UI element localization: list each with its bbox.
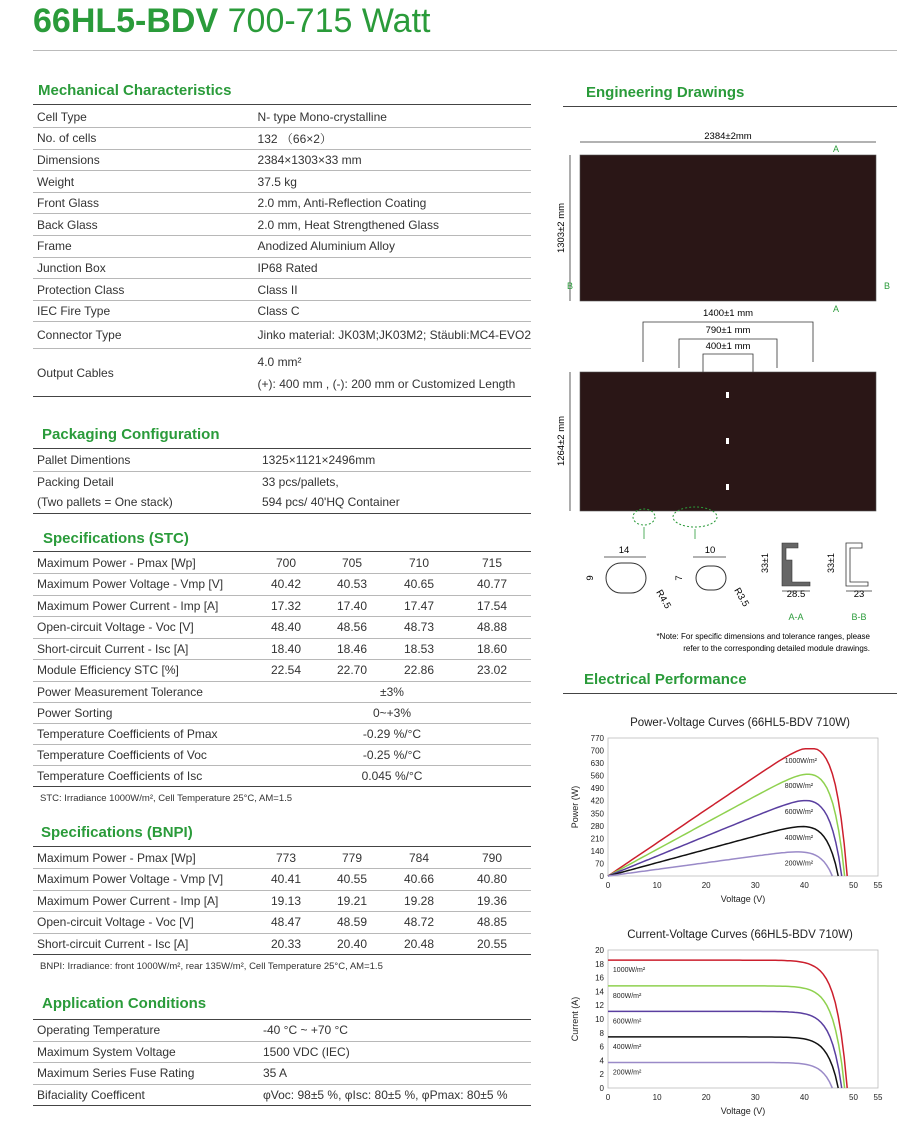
stc-note: STC: Irradiance 1000W/m², Cell Temperature 25°C, AM=1.5	[40, 793, 293, 804]
row-value: -40 °C ~ +70 °C	[259, 1020, 531, 1041]
x-tick-label: 55	[873, 1093, 883, 1102]
row-value: 17.32	[253, 595, 319, 617]
row-value: 40.42	[253, 574, 319, 596]
x-tick-label: 10	[652, 1093, 662, 1102]
row-label: Open-circuit Voltage - Voc [V]	[33, 617, 253, 639]
table-row	[33, 660, 531, 682]
frame-aa-profile	[782, 543, 810, 586]
row-value: 700	[253, 552, 319, 574]
row-label: Back Glass	[33, 214, 254, 236]
table-row	[33, 890, 531, 912]
row-value: 779	[319, 847, 385, 869]
x-tick-label: 20	[701, 881, 711, 890]
row-value: 48.73	[385, 617, 453, 639]
x-tick-label: 30	[750, 1093, 760, 1102]
frame-aa-label: A-A	[788, 612, 804, 622]
y-tick-label: 14	[595, 987, 604, 997]
y-tick-label: 4	[599, 1056, 604, 1066]
frame-bb-height: 33±1	[826, 553, 836, 573]
row-value: IP68 Rated	[254, 257, 531, 279]
table-row	[33, 300, 531, 322]
plot-frame	[608, 950, 878, 1088]
section-rule	[563, 693, 897, 694]
x-tick-label: 55	[873, 881, 883, 890]
row-value: Class II	[254, 279, 531, 301]
table-row	[33, 449, 531, 471]
row-value: 18.53	[385, 638, 453, 660]
x-tick-label: 10	[652, 881, 662, 890]
row-label: Temperature Coefficients of Isc	[33, 766, 253, 787]
hole1-height: 9	[585, 575, 596, 581]
row-value: 0~+3%	[253, 702, 531, 723]
row-value: N- type Mono-crystalline	[254, 106, 531, 128]
section-b-marker-right: B	[884, 281, 891, 291]
plot-frame	[608, 738, 878, 876]
row-label: Maximum Power Voltage - Vmp [V]	[33, 574, 253, 596]
y-tick-label: 16	[595, 973, 604, 983]
detail-circle	[633, 509, 655, 525]
x-tick-label: 20	[701, 1093, 711, 1102]
table-row	[33, 1041, 531, 1062]
row-label: Maximum Power Voltage - Vmp [V]	[33, 869, 253, 891]
section-title-application: Application Conditions	[42, 995, 207, 1012]
row-value: -0.29 %/°C	[253, 723, 531, 744]
table-row	[33, 279, 531, 301]
chart-title: Current-Voltage Curves (66HL5-BDV 710W)	[627, 929, 853, 941]
row-value: 22.86	[385, 660, 453, 682]
table-row	[33, 723, 531, 744]
table-row	[33, 257, 531, 279]
row-label: Pallet Dimentions	[33, 449, 258, 471]
bnpi-table	[33, 847, 531, 955]
row-value: 705	[319, 552, 385, 574]
series-label: 1000W/m²	[612, 967, 646, 975]
dim-1264-text: 1264±2 mm	[556, 415, 567, 467]
output-cable-length: (+): 400 mm , (-): 200 mm or Customized Length	[257, 376, 516, 391]
section-title-electrical: Electrical Performance	[584, 671, 747, 688]
row-value: 48.88	[453, 617, 531, 639]
width-dimension-text: 2384±2mm	[704, 131, 752, 142]
table-row	[33, 322, 531, 349]
height-dimension-text: 1303±2 mm	[556, 202, 567, 254]
power-voltage-chart	[560, 710, 900, 910]
row-value: ±3%	[253, 681, 531, 702]
table-row	[33, 702, 531, 723]
y-tick-label: 420	[590, 796, 604, 806]
frame-aa-height: 33±1	[760, 553, 770, 573]
series-label: 600W/m²	[784, 809, 814, 817]
table-row	[33, 192, 531, 214]
dim-1400-text: 1400±1 mm	[702, 308, 754, 319]
mounting-hole-14x9	[606, 563, 646, 593]
y-tick-label: 560	[590, 771, 604, 781]
y-tick-label: 0	[599, 872, 604, 881]
output-cable-size: 4.0 mm²	[257, 354, 302, 369]
frame-aa-width: 28.5	[786, 589, 806, 600]
packing-pallet-count: 33 pcs/pallets,	[262, 475, 339, 489]
table-row	[33, 638, 531, 660]
packing-detail-sublabel: (Two pallets = One stack)	[37, 495, 173, 509]
x-tick-label: 40	[799, 881, 809, 890]
row-value: φVoc: 98±5 %, φIsc: 80±5 %, φPmax: 80±5 %	[259, 1084, 531, 1105]
table-row	[33, 552, 531, 574]
section-rule	[563, 106, 897, 107]
series-label: 200W/m²	[612, 1069, 642, 1077]
row-label: Protection Class	[33, 279, 254, 301]
table-row	[33, 766, 531, 787]
row-value: Jinko material: JK03M;JK03M2; Stäubli:MC4-EVO2	[254, 322, 531, 349]
x-axis-label: Voltage (V)	[720, 1106, 766, 1116]
dim-400-line	[703, 354, 753, 372]
row-label: Front Glass	[33, 192, 254, 214]
y-tick-label: 12	[595, 1001, 604, 1011]
row-value	[258, 471, 531, 513]
row-label: Maximum Power Current - Imp [A]	[33, 595, 253, 617]
table-row	[33, 745, 531, 766]
row-value: 19.13	[253, 890, 319, 912]
power-range: 700-715 Watt	[227, 2, 431, 40]
row-value: 710	[385, 552, 453, 574]
row-value: 48.72	[385, 912, 453, 934]
row-label: Dimensions	[33, 149, 254, 171]
row-value: 2.0 mm, Anti-Reflection Coating	[254, 192, 531, 214]
dim-400-text: 400±1 mm	[705, 341, 751, 352]
engineering-drawings	[548, 120, 908, 660]
row-label: Maximum Power - Pmax [Wp]	[33, 847, 253, 869]
row-value: 22.54	[253, 660, 319, 682]
y-axis-label: Current (A)	[570, 996, 580, 1042]
row-label: Open-circuit Voltage - Voc [V]	[33, 912, 253, 934]
row-label: Bifaciality Coefficent	[33, 1084, 259, 1105]
x-tick-label: 40	[799, 1093, 809, 1102]
row-value: 0.045 %/°C	[253, 766, 531, 787]
y-tick-label: 350	[590, 809, 604, 819]
series-label: 1000W/m²	[784, 757, 818, 765]
hole1-width: 14	[618, 545, 630, 556]
row-value: 20.40	[319, 933, 385, 955]
row-label: No. of cells	[33, 128, 254, 150]
row-label: Power Measurement Tolerance	[33, 681, 253, 702]
row-value: -0.25 %/°C	[253, 745, 531, 766]
page-title	[33, 2, 430, 41]
table-row	[33, 847, 531, 869]
row-label: Power Sorting	[33, 702, 253, 723]
frame-bb-label: B-B	[851, 612, 867, 622]
row-value: 40.66	[385, 869, 453, 891]
y-tick-label: 770	[590, 734, 604, 743]
row-value: 20.48	[385, 933, 453, 955]
section-title-mechanical: Mechanical Characteristics	[38, 82, 232, 99]
row-value	[254, 349, 531, 397]
junction-box-marker	[726, 438, 729, 444]
table-row	[33, 128, 531, 150]
y-tick-label: 70	[595, 859, 604, 869]
dim-790-text: 790±1 mm	[705, 325, 751, 336]
model-name: 66HL5-BDV	[33, 2, 219, 40]
series-label: 600W/m²	[612, 1018, 642, 1026]
section-title-bnpi: Specifications (BNPI)	[41, 824, 193, 841]
table-row	[33, 574, 531, 596]
table-row	[33, 471, 531, 513]
row-value: 19.36	[453, 890, 531, 912]
section-b-marker: B	[567, 281, 574, 291]
section-title-stc: Specifications (STC)	[43, 530, 189, 547]
row-label	[33, 471, 258, 513]
row-value: 40.65	[385, 574, 453, 596]
row-value: 48.85	[453, 912, 531, 934]
drawing-note-line1: *Note: For specific dimensions and tolerance ranges, please	[656, 632, 870, 641]
table-row	[33, 933, 531, 955]
y-tick-label: 700	[590, 746, 604, 756]
row-label: Maximum Series Fuse Rating	[33, 1063, 259, 1084]
row-value: 20.55	[453, 933, 531, 955]
row-value: 40.77	[453, 574, 531, 596]
table-row	[33, 1020, 531, 1041]
table-row	[33, 681, 531, 702]
chart-title: Power-Voltage Curves (66HL5-BDV 710W)	[630, 717, 850, 729]
current-voltage-chart	[560, 922, 900, 1122]
row-label: Short-circuit Current - Isc [A]	[33, 933, 253, 955]
section-title-engineering: Engineering Drawings	[586, 84, 745, 101]
series-label: 200W/m²	[784, 860, 814, 868]
table-row	[33, 106, 531, 128]
module-top-view	[580, 155, 876, 301]
y-tick-label: 280	[590, 821, 604, 831]
table-row	[33, 595, 531, 617]
row-value: 40.41	[253, 869, 319, 891]
drawing-note-line2: refer to the corresponding detailed module drawings.	[683, 644, 870, 653]
table-row	[33, 236, 531, 258]
y-tick-label: 2	[599, 1070, 604, 1080]
y-tick-label: 0	[599, 1084, 604, 1093]
row-value: 18.60	[453, 638, 531, 660]
row-value: 715	[453, 552, 531, 574]
hole2-radius: R3.5	[731, 586, 751, 609]
row-value: 23.02	[453, 660, 531, 682]
row-value: 2.0 mm, Heat Strengthened Glass	[254, 214, 531, 236]
row-label: Junction Box	[33, 257, 254, 279]
row-value: 48.56	[319, 617, 385, 639]
row-label: Module Efficiency STC [%]	[33, 660, 253, 682]
row-label: Maximum Power - Pmax [Wp]	[33, 552, 253, 574]
frame-bb-profile	[846, 543, 868, 586]
bnpi-note: BNPI: Irradiance: front 1000W/m², rear 135W/m², Cell Temperature 25°C, AM=1.5	[40, 961, 383, 972]
x-tick-label: 50	[849, 1093, 858, 1102]
row-value: 22.70	[319, 660, 385, 682]
row-label: Temperature Coefficients of Pmax	[33, 723, 253, 744]
section-a-marker-bottom: A	[833, 304, 840, 314]
row-label: Maximum Power Current - Imp [A]	[33, 890, 253, 912]
x-tick-label: 0	[605, 1093, 611, 1102]
row-value: 40.80	[453, 869, 531, 891]
x-axis-label: Voltage (V)	[720, 894, 766, 904]
table-row	[33, 171, 531, 193]
x-tick-label: 0	[605, 881, 611, 890]
row-label: Short-circuit Current - Isc [A]	[33, 638, 253, 660]
row-label: Maximum System Voltage	[33, 1041, 259, 1062]
series-label: 800W/m²	[784, 783, 814, 791]
y-tick-label: 140	[590, 846, 604, 856]
y-tick-label: 8	[599, 1028, 604, 1038]
series-label: 800W/m²	[612, 992, 642, 1000]
row-value: 790	[453, 847, 531, 869]
row-label: Operating Temperature	[33, 1020, 259, 1041]
row-value: 17.47	[385, 595, 453, 617]
row-value: 1500 VDC (IEC)	[259, 1041, 531, 1062]
row-value: 17.54	[453, 595, 531, 617]
section-title-packaging: Packaging Configuration	[42, 426, 220, 443]
row-value: 20.33	[253, 933, 319, 955]
table-row	[33, 912, 531, 934]
row-label: Weight	[33, 171, 254, 193]
row-value: 19.21	[319, 890, 385, 912]
row-value: 2384×1303×33 mm	[254, 149, 531, 171]
table-row	[33, 214, 531, 236]
row-label: Frame	[33, 236, 254, 258]
packing-detail-label: Packing Detail	[37, 475, 114, 489]
x-tick-label: 50	[849, 881, 858, 890]
row-value: Anodized Aluminium Alloy	[254, 236, 531, 258]
y-tick-label: 630	[590, 759, 604, 769]
row-value: 48.40	[253, 617, 319, 639]
row-value: 48.59	[319, 912, 385, 934]
row-value: 40.55	[319, 869, 385, 891]
row-value: 40.53	[319, 574, 385, 596]
series-line	[608, 960, 847, 1088]
y-tick-label: 18	[595, 959, 604, 969]
series-line	[608, 1011, 842, 1088]
table-row	[33, 149, 531, 171]
y-tick-label: 20	[595, 946, 604, 955]
row-value: 132 （66×2）	[254, 128, 531, 150]
row-value: 37.5 kg	[254, 171, 531, 193]
row-value: 17.40	[319, 595, 385, 617]
application-table	[33, 1020, 531, 1106]
row-value: 773	[253, 847, 319, 869]
row-value: Class C	[254, 300, 531, 322]
x-tick-label: 30	[750, 881, 760, 890]
series-label: 400W/m²	[612, 1043, 642, 1051]
y-tick-label: 6	[599, 1042, 604, 1052]
y-tick-label: 10	[595, 1015, 604, 1024]
mounting-hole-10x7	[696, 566, 726, 590]
y-tick-label: 210	[590, 834, 604, 844]
series-line	[608, 1063, 832, 1089]
packaging-table	[33, 449, 531, 514]
stc-table	[33, 552, 531, 787]
junction-box-marker	[726, 484, 729, 490]
row-value: 35 A	[259, 1063, 531, 1084]
row-label: Output Cables	[33, 349, 254, 397]
row-value: 784	[385, 847, 453, 869]
packing-container-count: 594 pcs/ 40'HQ Container	[262, 495, 400, 509]
row-value: 18.40	[253, 638, 319, 660]
frame-bb-width: 23	[853, 589, 865, 600]
table-row	[33, 1063, 531, 1084]
hole2-width: 10	[704, 545, 716, 556]
row-value: 19.28	[385, 890, 453, 912]
hole2-height: 7	[674, 575, 685, 581]
mechanical-table	[33, 106, 531, 397]
row-value: 18.46	[319, 638, 385, 660]
table-row	[33, 349, 531, 397]
table-row	[33, 869, 531, 891]
section-rule	[33, 104, 531, 105]
junction-box-marker	[726, 392, 729, 398]
row-label: Cell Type	[33, 106, 254, 128]
row-label: IEC Fire Type	[33, 300, 254, 322]
title-divider	[33, 50, 897, 51]
table-row	[33, 1084, 531, 1105]
table-row	[33, 617, 531, 639]
row-label: Temperature Coefficients of Voc	[33, 745, 253, 766]
hole1-radius: R4.5	[653, 588, 673, 611]
row-label: Connector Type	[33, 322, 254, 349]
row-value: 1325×1121×2496mm	[258, 449, 531, 471]
y-axis-label: Power (W)	[570, 785, 580, 829]
series-label: 400W/m²	[784, 834, 814, 842]
y-tick-label: 490	[590, 784, 604, 794]
row-value: 48.47	[253, 912, 319, 934]
section-a-marker: A	[833, 144, 840, 154]
